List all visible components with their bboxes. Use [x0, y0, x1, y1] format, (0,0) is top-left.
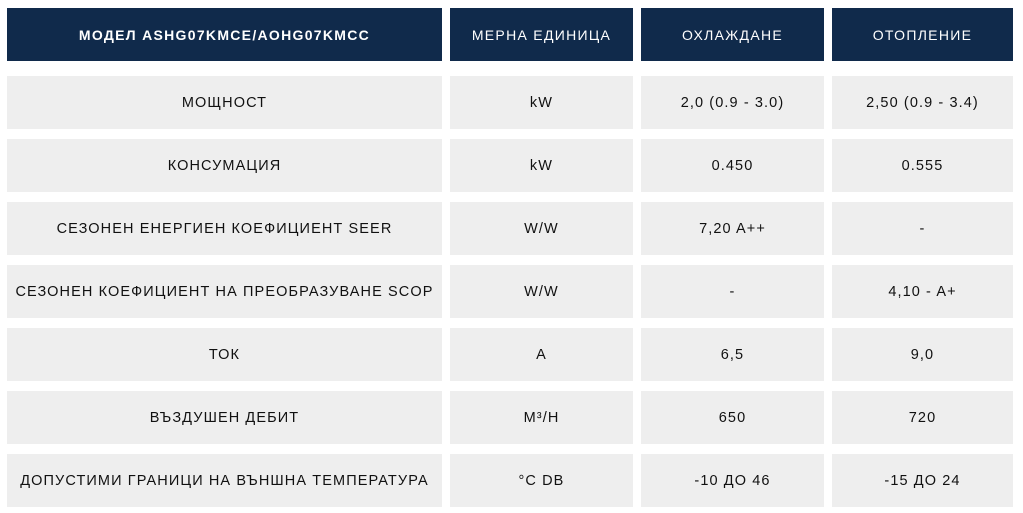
row-consumption-cooling: 0.450	[641, 139, 824, 192]
row-scop-heating: 4,10 - A+	[832, 265, 1013, 318]
row-seer-cooling: 7,20 A++	[641, 202, 824, 255]
spec-table	[7, 8, 1013, 507]
header-model: МОДЕЛ ASHG07KMCE/AOHG07KMCC	[7, 8, 442, 61]
row-current-heating: 9,0	[832, 328, 1013, 381]
row-airflow-heating: 720	[832, 391, 1013, 444]
row-temp-range-heating: -15 ДО 24	[832, 454, 1013, 507]
row-current-cooling: 6,5	[641, 328, 824, 381]
row-seer-heating: -	[832, 202, 1013, 255]
row-capacity-label: МОЩНОСТ	[7, 76, 442, 129]
row-capacity-cooling: 2,0 (0.9 - 3.0)	[641, 76, 824, 129]
row-current-unit: A	[450, 328, 633, 381]
row-scop-label: СЕЗОНЕН КОЕФИЦИЕНТ НА ПРЕОБРАЗУВАНЕ SCOP	[7, 265, 442, 318]
row-consumption-unit: kW	[450, 139, 633, 192]
row-consumption-heating: 0.555	[832, 139, 1013, 192]
header-cooling: ОХЛАЖДАНЕ	[641, 8, 824, 61]
row-current-label: ТОК	[7, 328, 442, 381]
row-consumption-label: КОНСУМАЦИЯ	[7, 139, 442, 192]
row-scop-unit: W/W	[450, 265, 633, 318]
row-airflow-cooling: 650	[641, 391, 824, 444]
header-heating: ОТОПЛЕНИЕ	[832, 8, 1013, 61]
header-unit: МЕРНА ЕДИНИЦА	[450, 8, 633, 61]
row-capacity-heating: 2,50 (0.9 - 3.4)	[832, 76, 1013, 129]
row-seer-label: СЕЗОНЕН ЕНЕРГИЕН КОЕФИЦИЕНТ SEER	[7, 202, 442, 255]
row-scop-cooling: -	[641, 265, 824, 318]
row-seer-unit: W/W	[450, 202, 633, 255]
row-temp-range-label: ДОПУСТИМИ ГРАНИЦИ НА ВЪНШНА ТЕМПЕРАТУРА	[7, 454, 442, 507]
row-airflow-label: ВЪЗДУШЕН ДЕБИТ	[7, 391, 442, 444]
row-temp-range-unit: °C DB	[450, 454, 633, 507]
row-airflow-unit: M³/H	[450, 391, 633, 444]
row-temp-range-cooling: -10 ДО 46	[641, 454, 824, 507]
row-capacity-unit: kW	[450, 76, 633, 129]
